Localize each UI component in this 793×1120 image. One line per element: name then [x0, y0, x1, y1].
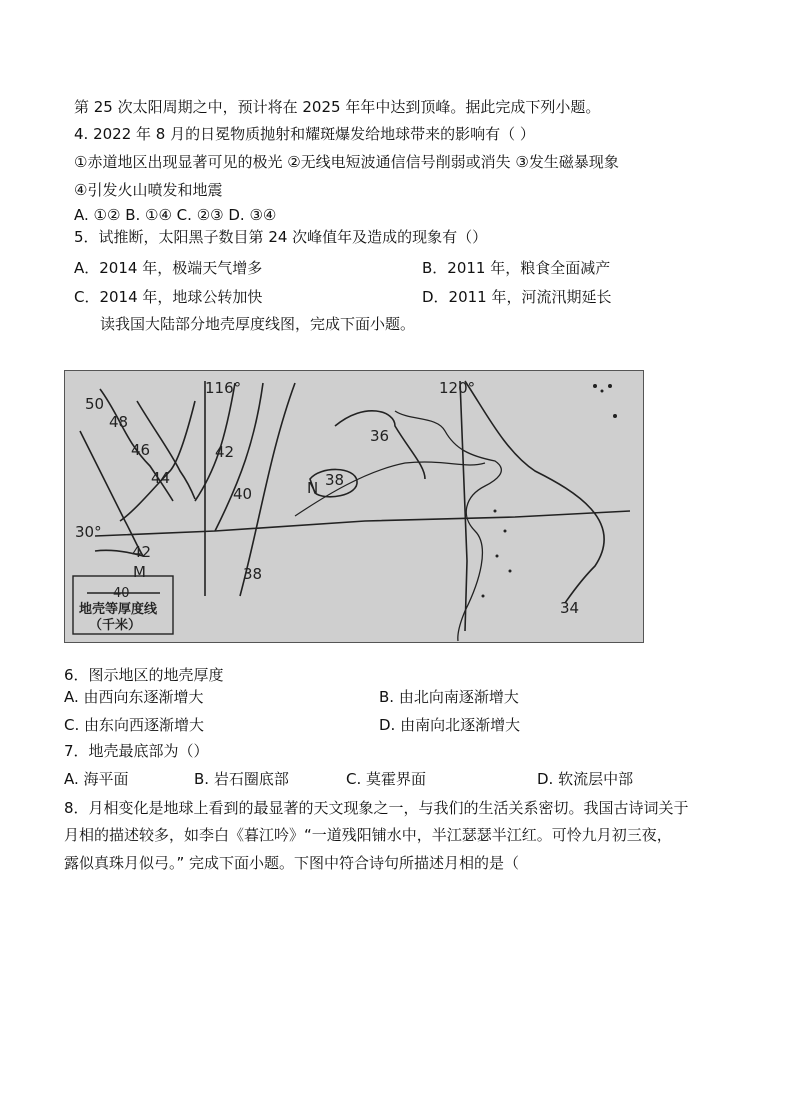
map-drawing [65, 371, 643, 642]
q4-answers: A. ①② B. ①④ C. ②③ D. ③④ [74, 206, 277, 224]
crust-thickness-map [64, 370, 644, 643]
q8-line1: 8．月相变化是地球上看到的最显著的天文现象之一，与我们的生活关系密切。我国古诗词关于 [64, 799, 689, 817]
q4-options-line1: ①赤道地区出现显著可见的极光 ②无线电短波通信信号削弱或消失 ③发生磁暴现象 [74, 153, 619, 171]
q7-option-b: B. 岩石圈底部 [194, 770, 289, 788]
label-120: 120° [439, 379, 476, 397]
q4-stem: 4. 2022 年 8 月的日冕物质抛射和耀斑爆发给地球带来的影响有（ ） [74, 125, 535, 143]
isoline-42 [195, 383, 235, 501]
q6-option-a: A. 由西向东逐渐增大 [64, 688, 204, 706]
q4-options-line2: ④引发火山喷发和地震 [74, 181, 223, 199]
q6-stem: 6．图示地区的地壳厚度 [64, 666, 224, 684]
q5-option-b: B．2011 年，粮食全面减产 [422, 259, 611, 277]
q6-option-b: B. 由北向南逐渐增大 [379, 688, 519, 706]
q5-stem: 5．试推断，太阳黑子数目第 24 次峰值年及造成的现象有（） [74, 228, 488, 246]
label-48: 48 [109, 413, 129, 431]
label-38: 38 [243, 565, 263, 583]
q7-option-c: C. 莫霍界面 [346, 770, 427, 788]
q6-option-d: D. 由南向北逐渐增大 [379, 716, 521, 734]
label-46: 46 [131, 441, 151, 459]
label-30: 30° [75, 523, 102, 541]
legend-unit: （千米） [89, 618, 142, 633]
label-34: 34 [560, 599, 580, 617]
parallel-30 [95, 511, 630, 536]
label-116: 116° [205, 379, 242, 397]
map-intro: 读我国大陆部分地壳厚度线图，完成下面小题。 [100, 315, 416, 333]
label-42: 42 [215, 443, 235, 461]
legend-value: 40 [113, 586, 130, 601]
label-40: 40 [233, 485, 253, 503]
q5-option-d: D．2011 年，河流汛期延长 [422, 288, 612, 306]
q6-option-c: C. 由东向西逐渐增大 [64, 716, 205, 734]
label-44: 44 [151, 469, 171, 487]
q5-option-c: C．2014 年，地球公转加快 [74, 288, 263, 306]
q7-stem: 7．地壳最底部为（） [64, 742, 209, 760]
coastline [395, 411, 501, 641]
q5-option-a: A．2014 年，极端天气增多 [74, 259, 263, 277]
yangtze-river [295, 462, 485, 516]
q7-option-a: A. 海平面 [64, 770, 129, 788]
label-38-closed: 38 [325, 471, 345, 489]
label-42-south: 42 [132, 543, 152, 561]
intro-text: 第 25 次太阳周期之中，预计将在 2025 年年中达到顶峰。据此完成下列小题。 [74, 98, 601, 116]
isoline-34 [465, 381, 604, 603]
isoline-44 [120, 401, 195, 521]
legend-title: 地壳等厚度线 [79, 602, 158, 617]
label-50: 50 [85, 395, 105, 413]
label-36: 36 [370, 427, 390, 445]
q7-option-d: D. 软流层中部 [537, 770, 634, 788]
label-M: M [133, 563, 146, 581]
q8-line2: 月相的描述较多，如李白《暮江吟》“一道残阳铺水中，半江瑟瑟半江红。可怜九月初三夜， [64, 826, 672, 844]
q8-line3: 露似真珠月似弓。” 完成下面小题。下图中符合诗句所描述月相的是（ [64, 854, 520, 872]
meridian-120 [460, 381, 467, 631]
label-N: N [307, 479, 319, 497]
